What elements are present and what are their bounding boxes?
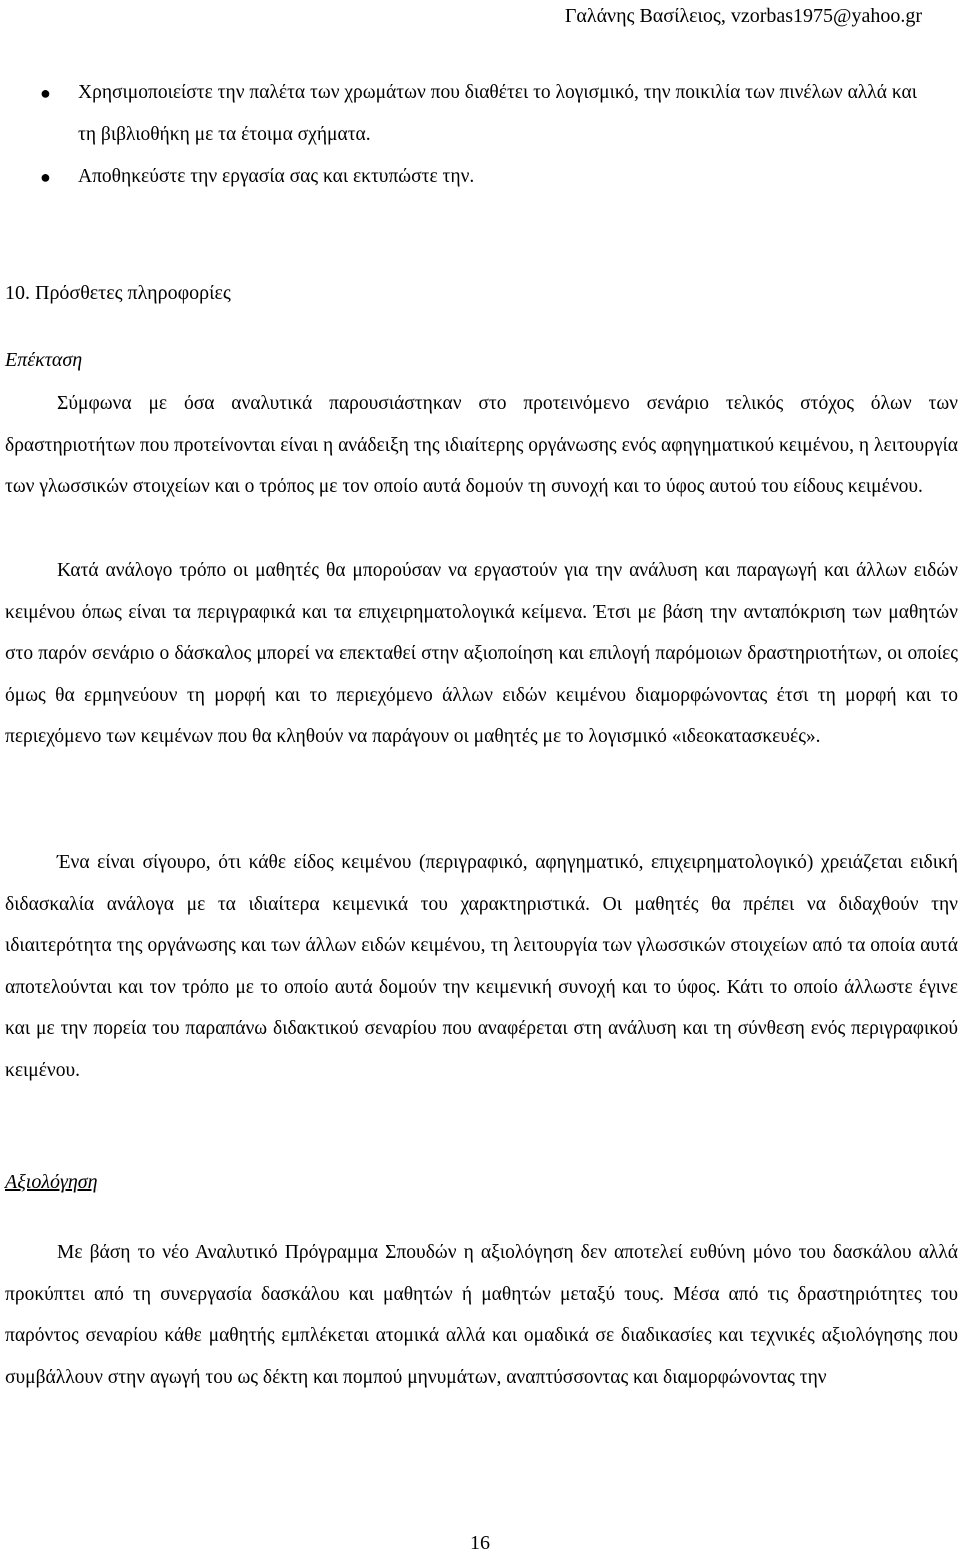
header-author: Γαλάνης Βασίλειος, bbox=[564, 5, 731, 27]
evaluation-paragraph: Με βάση το νέο Αναλυτικό Πρόγραμμα Σπουδών η αξιολόγηση δεν αποτελεί ευθύνη μόνο του δασκάλου αλλά προκύπτει από τη συνεργασία δασκάλου και μαθητών ή μαθητών μεταξύ τους. Μέσα από τις δραστηριότητες του παρόντος σεναρίου κάθε μαθητής εμπλέκεται ατομικά αλλά και ομαδικά σε διαδικασίες και τεχνικές αξιολόγησης που συμβάλλουν στην αγωγή του ως δέκτη και πομπού μηνυμάτων, αναπτύσσοντας και διαμορφώνοντας την bbox=[5, 1242, 958, 1388]
extension-paragraph-3: Ένα είναι σίγουρο, ότι κάθε είδος κειμένου (περιγραφικό, αφηγηματικό, επιχειρηματολογικό) χρειάζεται ειδική διδασκαλία ανάλογα με τα ιδιαίτερα κειμενικά του χαρακτηριστικά. Οι μαθητές θα πρέπει να διδαχθούν την ιδιαιτερότητα της οργάνωσης και των άλλων ειδών κειμένου, τη λειτουργία των γλωσσικών στοιχείων από τα οποία αυτά αποτελούνται και τον τρόπο με το οποίο αυτά δομούν την κειμενική συνοχή και το ύφος. Κάτι το οποίο άλλωστε έγινε και με την πορεία του παραπάνω διδακτικού σεναρίου που αναφέρεται στη ανάλυση και τη σύνθεση ενός περιγραφικού κειμένου. bbox=[5, 852, 958, 1081]
header-email: vzorbas1975@yahoo.gr bbox=[730, 5, 922, 27]
bullet-dot-icon: ● bbox=[40, 167, 51, 187]
page-number: 16 bbox=[470, 1532, 490, 1554]
extension-paragraph-2: Κατά ανάλογο τρόπο οι μαθητές θα μπορούσαν να εργαστούν για την ανάλυση και παραγωγή και άλλων ειδών κειμένου όπως είναι τα περιγραφικά και τα επιχειρηματολογικά κείμενα. Έτσι με βάση την ανταπόκριση των μαθητών στο παρόν σενάριο ο δάσκαλος μπορεί να επεκταθεί στην αξιοποίηση και επιλογή παρόμοιων δραστηριοτήτων, οι οποίες όμως θα ερμηνεύουν τη μορφή και το περιεχόμενο άλλων ειδών κειμένου διαμορφώνοντας έτσι τη μορφή και το περιεχόμενο των κειμένων που θα κληθούν να παράγουν οι μαθητές με το λογισμικό «ιδεοκατασκευές». bbox=[5, 560, 958, 747]
section-title: 10. Πρόσθετες πληροφορίες bbox=[5, 282, 231, 304]
extension-heading: Επέκταση bbox=[5, 349, 83, 371]
instruction-bullet-list bbox=[0, 72, 960, 198]
page-header bbox=[565, 5, 922, 28]
evaluation-heading: Αξιολόγηση bbox=[5, 1171, 98, 1193]
bullet-item bbox=[0, 156, 960, 198]
bullet-text: Αποθηκεύστε την εργασία σας και εκτυπώστε την. bbox=[78, 166, 475, 187]
bullet-item bbox=[0, 72, 960, 156]
extension-paragraph-1: Σύμφωνα με όσα αναλυτικά παρουσιάστηκαν στο προτεινόμενο σενάριο τελικός στόχος όλων των δραστηριοτήτων που προτείνονται είναι η ανάδειξη της ιδιαίτερης οργάνωσης ενός αφηγηματικού κειμένου, η λειτουργία των γλωσσικών στοιχείων και ο τρόπος με τον οποίο αυτά δομούν τη συνοχή και το ύφος αυτού του είδους κειμένου. bbox=[5, 393, 958, 497]
bullet-dot-icon: ● bbox=[40, 83, 51, 103]
bullet-text: Χρησιμοποιείστε την παλέτα των χρωμάτων που διαθέτει το λογισμικό, την ποικιλία των πινέλων αλλά και τη βιβλιοθήκη με τα έτοιμα σχήματα. bbox=[78, 82, 917, 145]
